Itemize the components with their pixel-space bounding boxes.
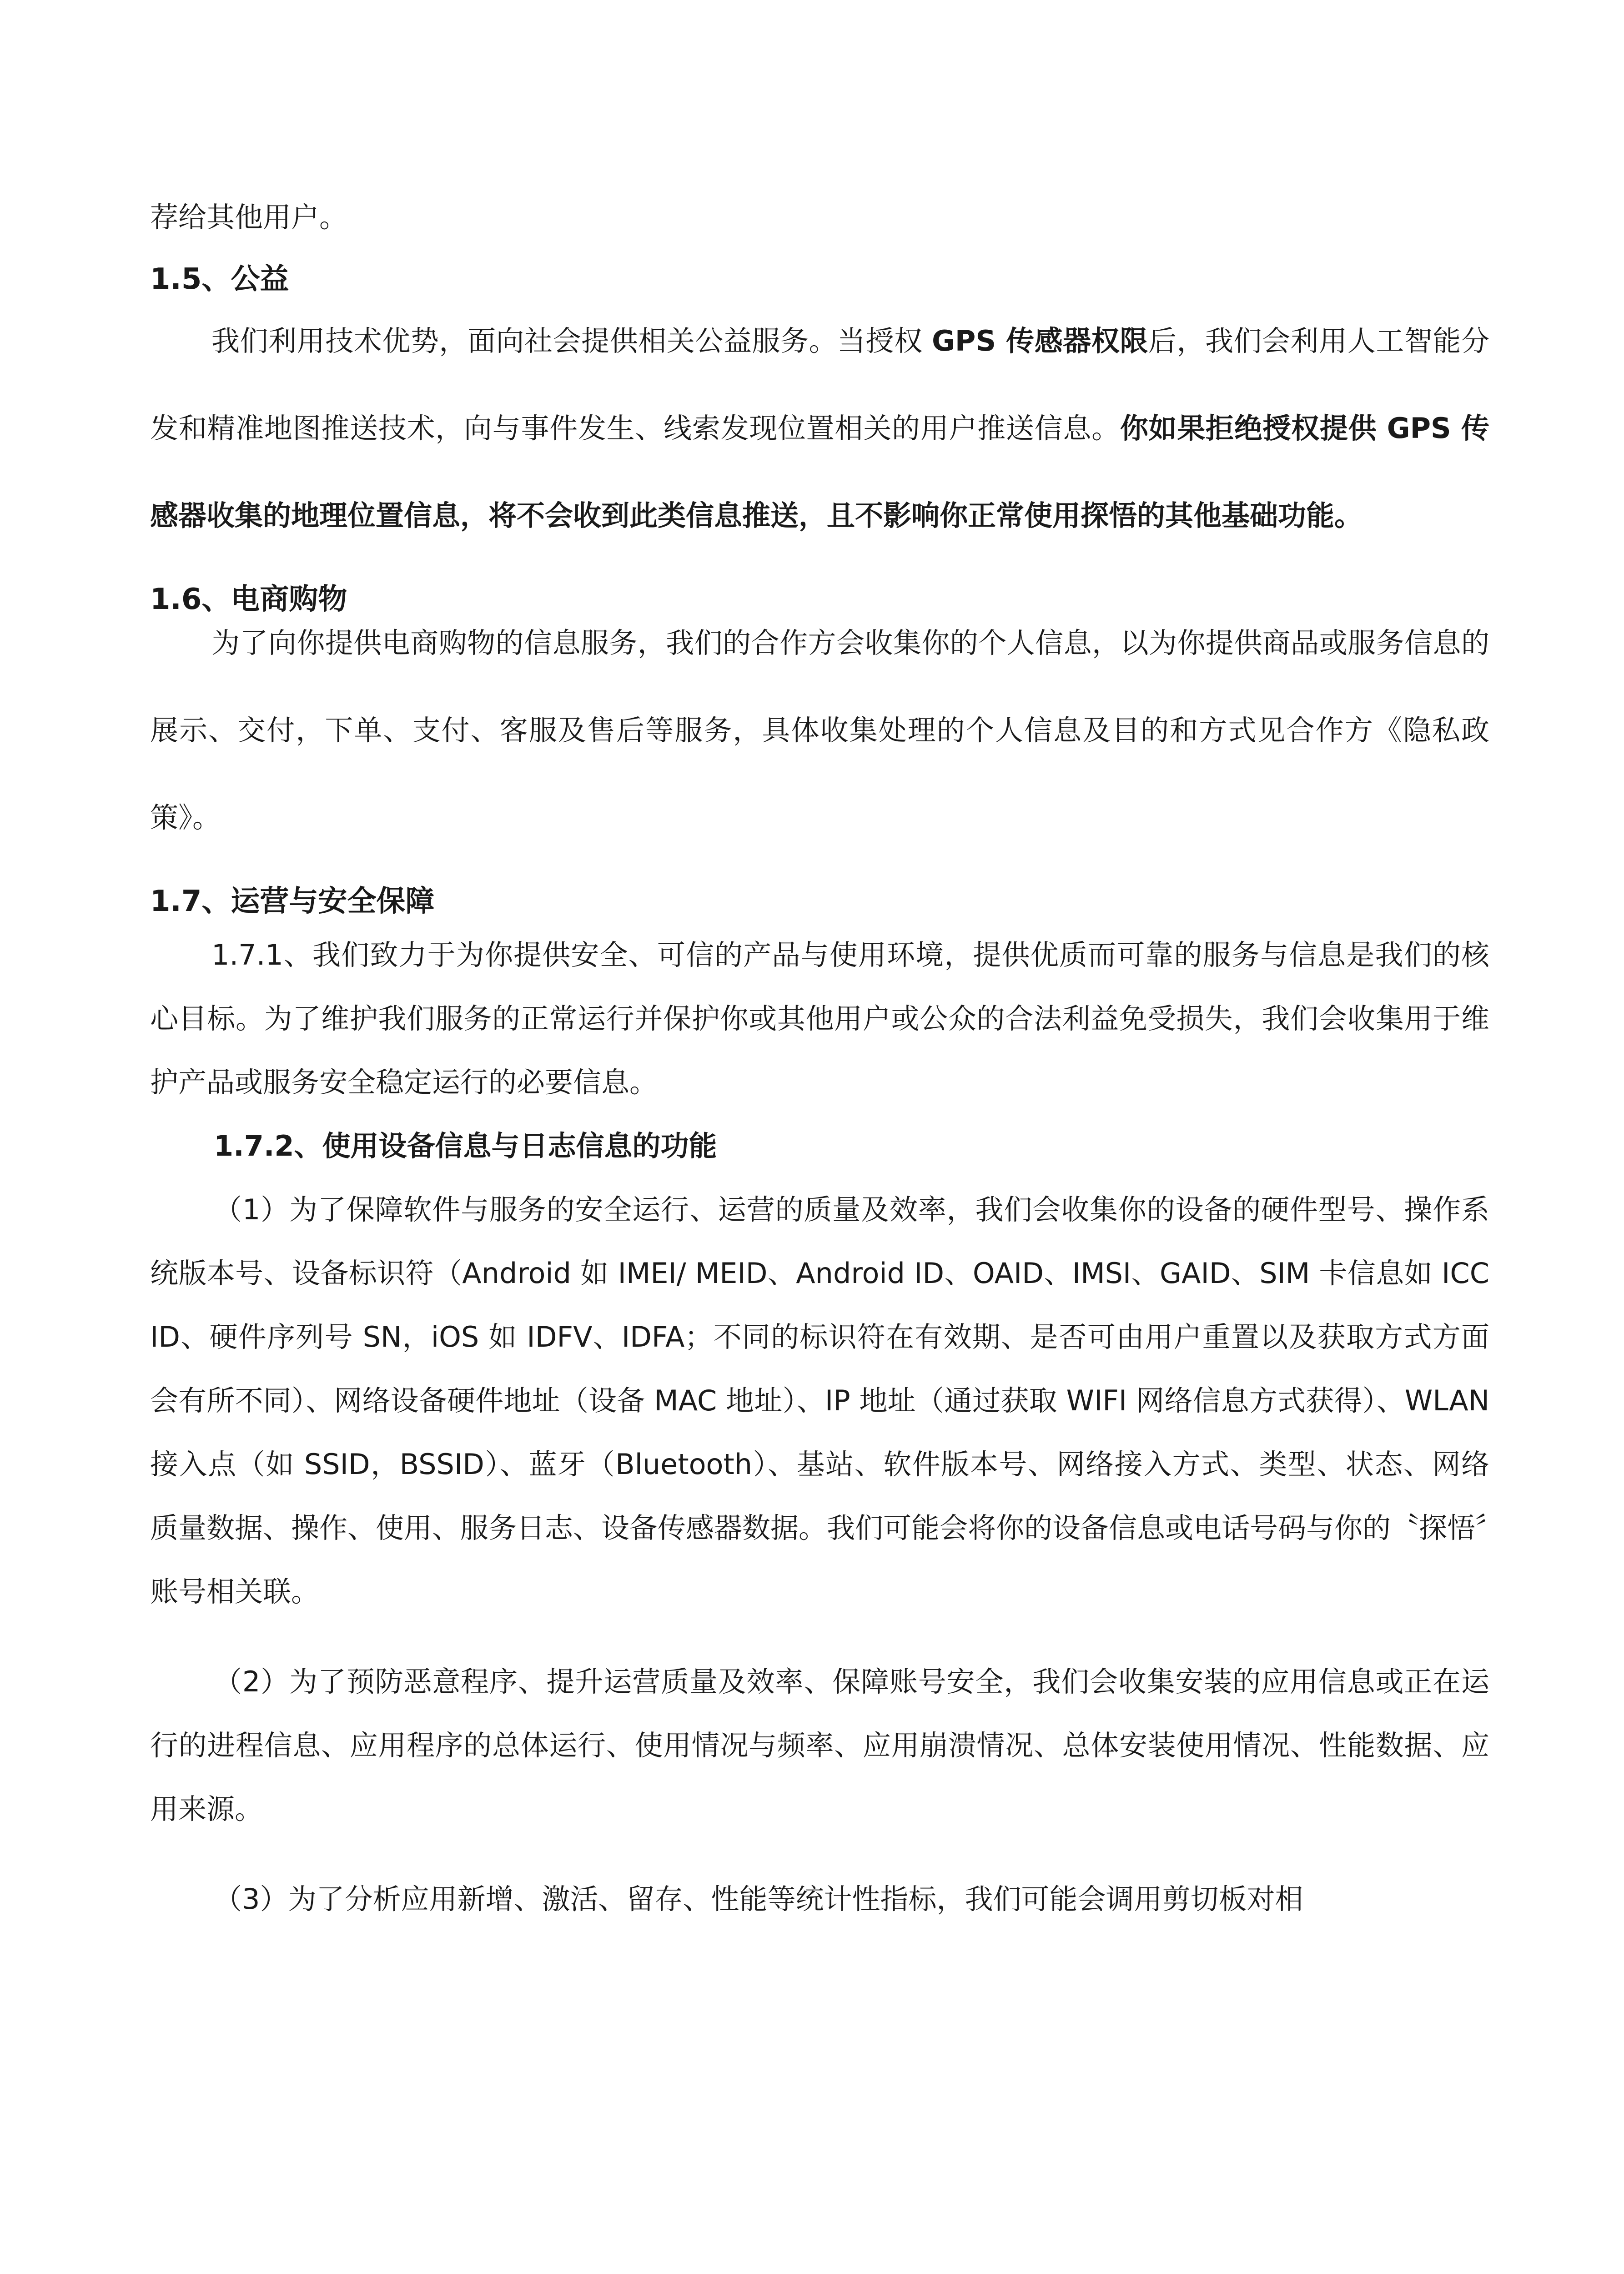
section-1-5-paragraph	[150, 297, 1489, 559]
item-1-paragraph: （1）为了保障软件与服务的安全运行、运营的质量及效率，我们会收集你的设备的硬件型号、操作系统版本号、设备标识符（Android 如 IMEI/ MEID、Android ID、OAID、IMSI、GAID、SIM 卡信息如 ICCID、硬件序列号 SN，iOS 如 IDFV、IDFA；不同的标识符在有效期、是否可由用户重置以及获取方式方面会有所不同）、网络设备硬件地址（设备 MAC 地址）、IP 地址（通过获取 WIFI 网络信息方式获得）、WLAN 接入点（如 SSID，BSSID）、蓝牙（Bluetooth）、基站、软件版本号、网络接入方式、类型、状态、网络质量数据、操作、使用、服务日志、设备传感器数据。我们可能会将你的设备信息或电话号码与你的〝探悟〞账号相关联。	[150, 1193, 1490, 1608]
document-page	[150, 196, 1489, 1931]
section-1-5-refusal-notice: 你如果拒绝授权提供 GPS 传感器收集的地理位置信息，将不会收到此类信息推送，且不影响你正常使用探悟的其他基础功能。	[150, 412, 1489, 532]
section-1-7-2-heading: 1.7.2、使用设备信息与日志信息的功能	[214, 1129, 717, 1162]
item-3-paragraph: （3）为了分析应用新增、激活、留存、性能等统计性指标，我们可能会调用剪切板对相	[214, 1882, 1303, 1916]
section-1-7-1-paragraph: 1.7.1、我们致力于为你提供安全、可信的产品与使用环境，提供优质而可靠的服务与信息是我们的核心目标。为了维护我们服务的正常运行并保护你或其他用户或公众的合法利益免受损失，我们会收集用于维护产品或服务安全稳定运行的必要信息。	[150, 938, 1489, 1099]
section-1-6-paragraph: 为了向你提供电商购物的信息服务，我们的合作方会收集你的个人信息，以为你提供商品或服务信息的展示、交付，下单、支付、客服及售后等服务，具体收集处理的个人信息及目的和方式见合作方《隐私政策》。	[150, 626, 1489, 834]
section-1-5-gps-permission: GPS 传感器权限	[932, 324, 1148, 357]
item-2-paragraph: （2）为了预防恶意程序、提升运营质量及效率、保障账号安全，我们会收集安装的应用信息或正在运行的进程信息、应用程序的总体运行、使用情况与频率、应用崩溃情况、总体安装使用情况、性能数据、应用来源。	[150, 1665, 1489, 1826]
intro-tail-text: 荐给其他用户。	[150, 201, 348, 234]
section-1-5-heading: 1.5、公益	[150, 262, 289, 296]
section-1-6-heading: 1.6、电商购物	[150, 583, 347, 616]
section-1-7-heading: 1.7、运营与安全保障	[150, 885, 435, 918]
section-1-5-text-c: 后，我们会利用人工智能分发和精准地图推送技术，向与事件发生、线索发现位置相关的用户推送信息。	[150, 324, 1489, 445]
section-1-5-text-a: 我们利用技术优势，面向社会提供相关公益服务。当授权	[211, 324, 932, 357]
